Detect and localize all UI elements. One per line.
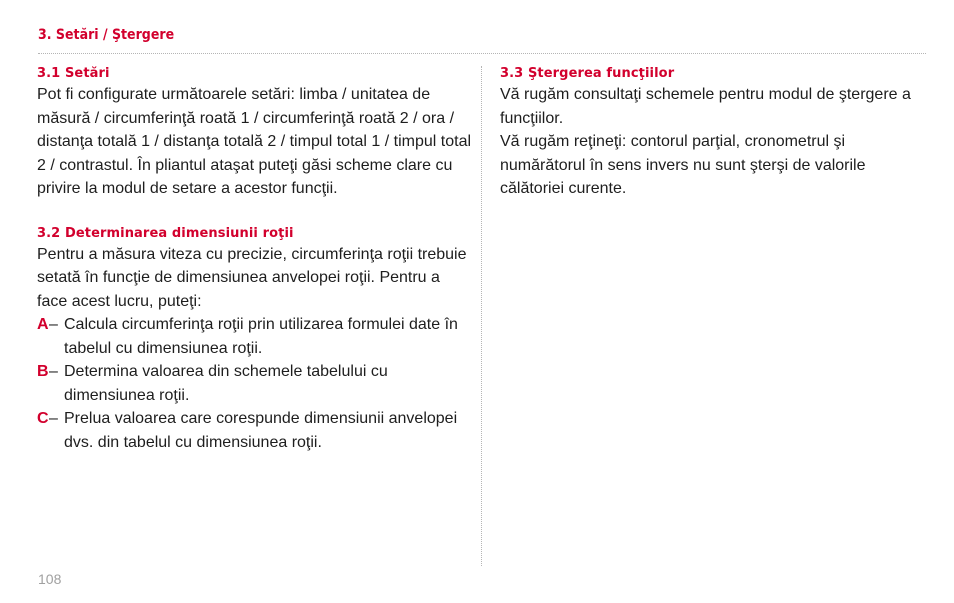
section-3-1-body: Pot fi configurate următoarele setări: limba / unitatea de măsură / circumferinţă roată 1 / circumferinţă roată 2 / ora / distanţa totală 1 / distanţa totală 2 / timpul total 1 / timpul total 2 / contrastul. În pliantul ataşat puteţi găsi scheme clare cu privire la modul de setare a acestor funcţii. <box>37 86 472 197</box>
section-3-3-paragraph-1: Vă rugăm consultaţi schemele pentru modul de ştergere a funcţiilor. <box>500 86 911 127</box>
list-item-letter: C <box>37 410 49 427</box>
left-column <box>37 64 472 454</box>
section-3-3-title: 3.3 Ştergerea funcţiilor <box>500 66 675 81</box>
list-item-dash: – <box>49 363 58 380</box>
section-3-2-title: 3.2 Determinarea dimensiunii roţii <box>37 225 294 241</box>
list-item-text: Determina valoarea din schemele tabelului cu dimensiunea roţii. <box>64 363 388 404</box>
page-heading: 3. Setări / Ştergere <box>38 27 175 43</box>
list-item <box>37 407 472 454</box>
list-item-text: Calcula circumferinţa roţii prin utilizarea formulei date în tabelul cu dimensiunea roţii. <box>64 316 458 357</box>
list-item-dash: – <box>49 316 58 333</box>
list-item-dash: – <box>49 410 58 427</box>
list-item <box>37 313 472 360</box>
page-number: 108 <box>38 571 62 587</box>
list-item-letter: B <box>37 363 49 380</box>
list-item <box>37 360 472 407</box>
section-3-2-body: Pentru a măsura viteza cu precizie, circumferinţa roţii trebuie setată în funcţie de dimensiunea anvelopei roţii. Pentru a face acest lucru, puteţi: <box>37 245 467 310</box>
column-divider <box>481 66 482 566</box>
list-item-text: Prelua valoarea care corespunde dimensiunii anvelopei dvs. din tabelul cu dimensiunea roţii. <box>64 410 458 451</box>
section-3-3-paragraph-2: Vă rugăm reţineţi: contorul parţial, cronometrul şi numărătorul în sens invers nu sunt şterşi de valorile călătoriei curente. <box>500 133 866 197</box>
heading-divider <box>38 53 926 54</box>
section-3-1-title: 3.1 Setări <box>37 66 110 81</box>
list-item-letter: A <box>37 316 49 333</box>
right-column <box>500 64 920 201</box>
